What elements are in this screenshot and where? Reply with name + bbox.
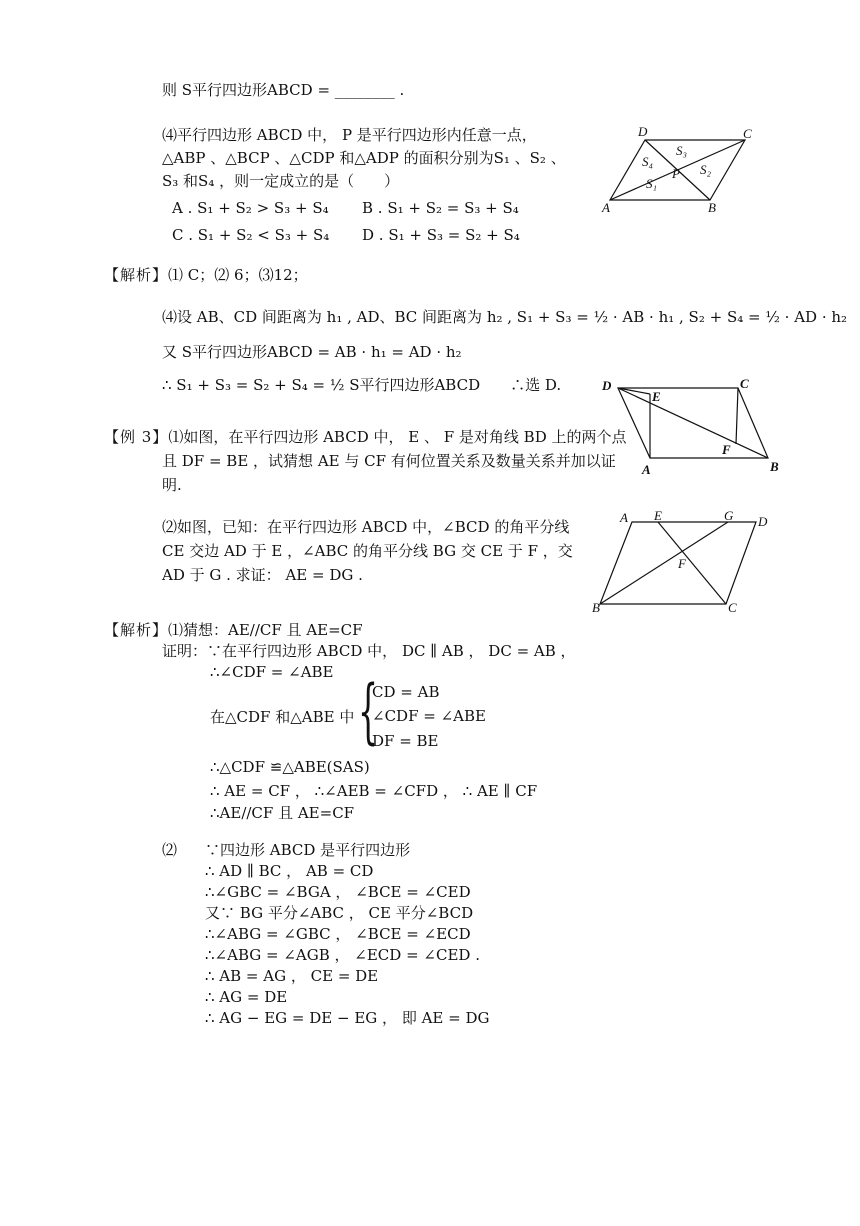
q4-line1: ⑷平行四边形 ABCD 中， P 是平行四边形内任意一点， (162, 126, 537, 144)
fig1-label-d: D (638, 124, 648, 139)
part2-step8: ∴ AG = DE (205, 988, 288, 1006)
part2-step6: ∴∠ABG = ∠AGB ， ∠ECD = ∠CED . (205, 946, 480, 964)
fig3-label-e: E (654, 508, 662, 523)
solution2-step2: 在△CDF 和△ABE 中 (210, 708, 355, 726)
solution2-guess: ⑴猜想：AE//CF 且 AE=CF (168, 621, 363, 639)
example3-part1-line3: 明. (162, 476, 182, 494)
fig1-label-s3: S₃ (676, 143, 688, 158)
fig3-label-f: F (678, 556, 686, 571)
solution1-header (104, 265, 308, 285)
q3-tail: 则 S平行四边形ABCD = ________ . (162, 81, 405, 99)
figure-parallelogram-ef (598, 374, 788, 484)
fig2-label-c: C (740, 376, 749, 391)
fig2-label-e: E (652, 389, 661, 404)
example3-line1 (104, 427, 627, 447)
example3-part2-line2: CE 交边 AD 于 E ，∠ABC 的角平分线 BG 交 CE 于 F ，交 (162, 542, 573, 560)
fig1-label-b: B (708, 200, 716, 215)
solution1-answers: ⑴ C；⑵ 6；⑶12； (168, 266, 308, 284)
solution2-tag: 【解析】 (104, 621, 169, 639)
part2-step7: ∴ AB = AG ， CE = DE (205, 967, 379, 985)
condition-brace: { (358, 670, 379, 752)
example3-part1-line2: 且 DF = BE ，试猜想 AE 与 CF 有何位置关系及数量关系并加以证 (162, 452, 616, 470)
q3-answer-line (162, 80, 404, 100)
figure-parallelogram-p (600, 120, 760, 215)
figure-parallelogram-efg (590, 508, 780, 618)
part2-step9: ∴ AG − EG = DE − EG ， 即 AE = DG (205, 1009, 490, 1027)
fig3-label-c: C (728, 600, 737, 615)
fig2-label-d: D (602, 378, 612, 393)
solution2-step4: ∴ AE = CF ， ∴∠AEB = ∠CFD ， ∴ AE ∥ CF (210, 782, 538, 800)
part2-step4: 又∵ BG 平分∠ABC ， CE 平分∠BCD (205, 904, 474, 922)
solution2-header (104, 620, 363, 640)
fig3-label-b: B (592, 600, 600, 615)
solution2-step3: ∴△CDF ≌△ABE(SAS) (210, 758, 370, 776)
fig1-label-s4: S₄ (642, 154, 654, 169)
fig1-label-a: A (602, 200, 610, 215)
fig1-label-c: C (743, 126, 752, 141)
part2-step1: ∵四边形 ABCD 是平行四边形 (205, 841, 411, 859)
q4-option-a: A . S₁ + S₂ > S₃ + S₄ (172, 199, 329, 217)
fig1-label-s1: S₁ (646, 176, 658, 191)
condition-3: DF = BE (372, 732, 439, 750)
fig3-label-d: D (758, 514, 768, 529)
solution2-step1: ∴∠CDF = ∠ABE (210, 663, 334, 681)
fig1-label-p: P (672, 166, 680, 181)
q4-option-d: D . S₁ + S₃ = S₂ + S₄ (362, 226, 520, 244)
example3-part2-line1: ⑵如图，已知：在平行四边形 ABCD 中，∠BCD 的角平分线 (162, 518, 570, 536)
example3-part2-line3: AD 于 G . 求证： AE = DG . (162, 566, 363, 584)
solution1-tag: 【解析】 (104, 266, 169, 284)
fig2-label-a: A (642, 462, 651, 477)
part2-step2: ∴ AD ∥ BC ， AB = CD (205, 862, 374, 880)
solution1-part4-line1: ⑷设 AB、CD 间距离为 h₁ , AD、BC 间距离为 h₂ , S₁ + S₃ = ½ · AB · h₁ , S₂ + S₄ = ½ · AD · h₂ (162, 308, 848, 326)
solution2-part2-number: ⑵ (162, 841, 178, 859)
q4-option-b: B . S₁ + S₂ = S₃ + S₄ (362, 199, 519, 217)
solution1-part4-line3: ∴ S₁ + S₃ = S₂ + S₄ = ½ S平行四边形ABCD ∴选 D. (162, 376, 562, 394)
fig1-label-s2: S₂ (700, 162, 712, 177)
part2-step3: ∴∠GBC = ∠BGA ， ∠BCE = ∠CED (205, 883, 471, 901)
example3-part1-line1: ⑴如图，在平行四边形 ABCD 中， E 、 F 是对角线 BD 上的两个点 (168, 428, 627, 446)
fig3-label-a: A (620, 510, 628, 525)
fig3-label-g: G (724, 508, 734, 523)
condition-2: ∠CDF = ∠ABE (372, 707, 486, 725)
example3-tag: 【例 3】 (104, 428, 169, 446)
q4-option-c: C . S₁ + S₂ < S₃ + S₄ (172, 226, 330, 244)
condition-1: CD = AB (372, 683, 440, 701)
q4-line2: △ABP 、△BCP 、△CDP 和△ADP 的面积分别为S₁ 、S₂ 、 (162, 149, 566, 167)
q4-line3: S₃ 和S₄ ，则一定成立的是（ ） (162, 172, 400, 190)
fig2-label-f: F (722, 442, 731, 457)
solution1-part4-line2: 又 S平行四边形ABCD = AB · h₁ = AD · h₂ (162, 343, 462, 361)
solution2-proof-line: 证明：∵在平行四边形 ABCD 中， DC ∥ AB ， DC = AB ， (162, 642, 576, 660)
solution2-step5: ∴AE//CF 且 AE=CF (210, 804, 355, 822)
fig2-label-b: B (770, 459, 779, 474)
part2-step5: ∴∠ABG = ∠GBC ， ∠BCE = ∠ECD (205, 925, 471, 943)
